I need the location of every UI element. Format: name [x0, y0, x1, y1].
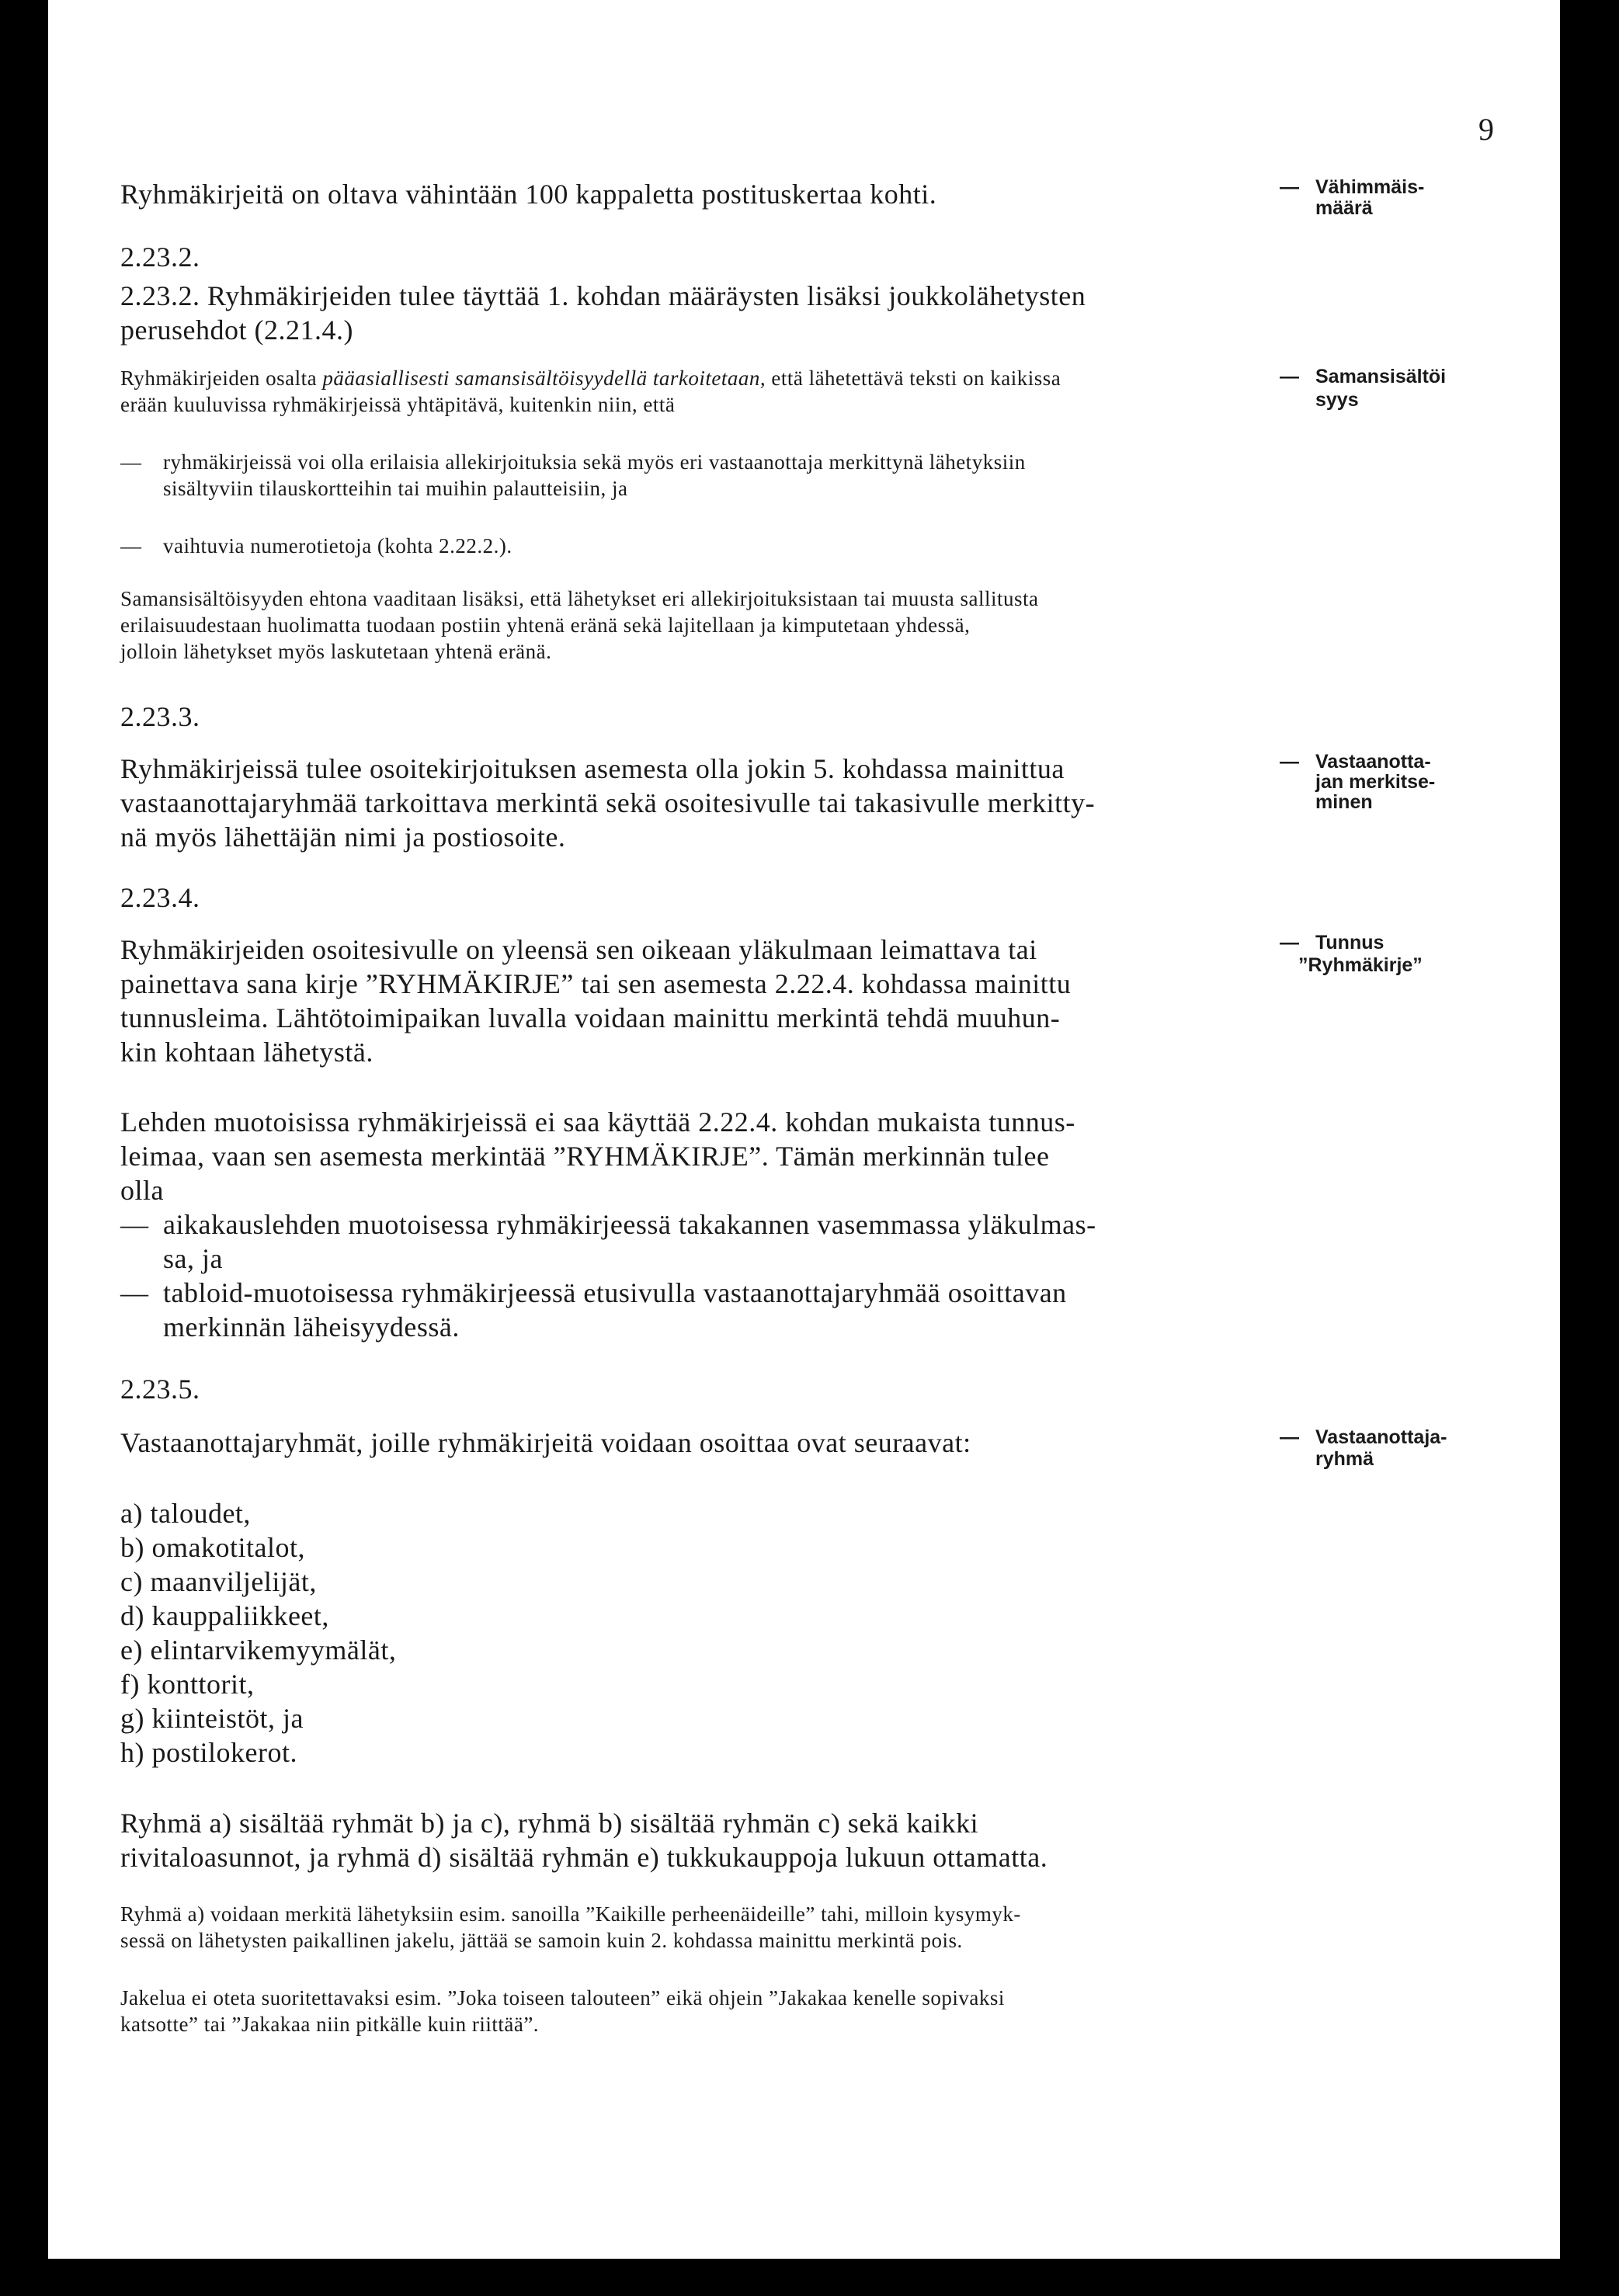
paragraph-line: rivitaloasunnot, ja ryhmä d) sisältää ryhmän e) tukkukauppoja lukuun ottamatta.: [120, 1842, 1048, 1873]
paragraph-line: sessä on lähetysten paikallinen jakelu, jättää se samoin kuin 2. kohdassa mainittu merkintä pois.: [120, 1929, 963, 1952]
paragraph-line: [120, 363, 1061, 393]
section-number: 2.23.4.: [120, 882, 200, 913]
dash-item-text: aikakauslehden muotoisessa ryhmäkirjeessä takakannen vasemmassa yläkulmas-: [163, 1209, 1096, 1240]
dash-item-text: sisältyviin tilauskortteihin tai muihin palautteisiin, ja: [163, 477, 628, 500]
dash-bullet: —: [120, 1277, 149, 1308]
group-list-item: a) taloudet,: [120, 1498, 251, 1529]
paragraph-line: perusehdot (2.21.4.): [120, 314, 353, 346]
dash-item-text: sa, ja: [163, 1243, 223, 1274]
paragraph-line: 2.23.2. Ryhmäkirjeiden tulee täyttää 1. kohdan määräysten lisäksi joukkolähetysten: [120, 280, 1086, 311]
margin-note-line: ”Ryhmäkirje”: [1298, 954, 1423, 976]
paragraph-line: olla: [120, 1175, 164, 1206]
paragraph-line: Ryhmäkirjeiden osoitesivulle on yleensä sen oikeaan yläkulmaan leimattava tai: [120, 934, 1037, 965]
paragraph-line: Jakelua ei oteta suoritettavaksi esim. ”Joka toiseen talouteen” eikä ohjein ”Jakakaa kenelle sopivaksi: [120, 1986, 1005, 2009]
margin-note-line: Vastaanotta-: [1315, 751, 1431, 773]
paragraph-line: vastaanottajaryhmää tarkoittava merkintä sekä osoitesivulle tai takasivulle merkitty-: [120, 787, 1096, 818]
dash-item-text: merkinnän läheisyydessä.: [163, 1311, 460, 1343]
text-span: Ryhmäkirjeiden osalta: [120, 366, 323, 390]
margin-note-line: Vastaanottaja-: [1315, 1426, 1447, 1448]
paragraph-line: kin kohtaan lähetystä.: [120, 1037, 373, 1068]
italic-definition: pääasiallisesti samansisältöisyydellä tarkoitetaan,: [322, 366, 766, 390]
margin-note-line: Tunnus: [1315, 932, 1384, 953]
paragraph-line: painettava sana kirje ”RYHMÄKIRJE” tai sen asemesta 2.22.4. kohdassa mainittu: [120, 968, 1072, 999]
paragraph-line: tunnusleima. Lähtötoimipaikan luvalla voidaan mainittu merkintä tehdä muuhun-: [120, 1002, 1061, 1033]
group-list-item: e) elintarvikemyymälät,: [120, 1634, 397, 1666]
section-number: 2.23.2.: [120, 241, 200, 273]
dash-bullet: —: [120, 534, 142, 558]
dash-item-text: vaihtuvia numerotietoja (kohta 2.22.2.).: [163, 534, 512, 558]
dash-item-text: ryhmäkirjeissä voi olla erilaisia allekirjoituksia sekä myös eri vastaanottaja merkittynä lähetyksiin: [163, 450, 1026, 474]
paragraph-line: erilaisuudestaan huolimatta tuodaan postiin yhtenä eränä sekä lajitellaan ja kimputetaan yhdessä,: [120, 613, 971, 637]
paragraph-line: Ryhmäkirjeissä tulee osoitekirjoituksen asemesta olla jokin 5. kohdassa mainittua: [120, 753, 1065, 784]
minimum-quantity-text: Ryhmäkirjeitä on oltava vähintään 100 kappaletta postituskertaa kohti.: [120, 179, 937, 210]
text-span: että lähetettävä teksti on kaikissa: [766, 366, 1061, 390]
margin-dash: —: [1280, 932, 1299, 953]
scan-border-left: [0, 0, 48, 2296]
margin-note-line: jan merkitse-: [1315, 771, 1436, 793]
margin-dash: —: [1280, 751, 1299, 773]
margin-note-line: määrä: [1315, 197, 1373, 219]
scan-border-right: [1560, 0, 1619, 2296]
margin-dash: —: [1280, 366, 1299, 387]
page-number: 9: [1478, 112, 1494, 147]
paragraph-line: Samansisältöisyyden ehtona vaaditaan lisäksi, että lähetykset eri allekirjoituksistaan tai muusta sallitusta: [120, 587, 1039, 610]
margin-note-line: ryhmä: [1315, 1448, 1374, 1470]
margin-note-line: Samansisältöi: [1315, 366, 1447, 387]
group-list-item: g) kiinteistöt, ja: [120, 1703, 304, 1734]
dash-bullet: —: [120, 450, 142, 474]
paragraph-line: Lehden muotoisissa ryhmäkirjeissä ei saa käyttää 2.22.4. kohdan mukaista tunnus-: [120, 1106, 1075, 1138]
scan-border-bottom: [0, 2259, 1619, 2296]
group-list-item: f) konttorit,: [120, 1669, 255, 1700]
paragraph-line: Ryhmä a) sisältää ryhmät b) ja c), ryhmä b) sisältää ryhmän c) sekä kaikki: [120, 1808, 979, 1839]
margin-note-line: minen: [1315, 791, 1373, 813]
group-list-item: h) postilokerot.: [120, 1737, 297, 1768]
section-number: 2.23.5.: [120, 1374, 200, 1405]
paragraph-line: Ryhmä a) voidaan merkitä lähetyksiin esim. sanoilla ”Kaikille perheenäideille” tahi, milloin kysymyk-: [120, 1902, 1021, 1926]
group-list-item: c) maanviljelijät,: [120, 1566, 317, 1597]
group-list-item: d) kauppaliikkeet,: [120, 1600, 329, 1631]
paragraph-line: jolloin lähetykset myös laskutetaan yhtenä eränä.: [120, 640, 552, 663]
paragraph-line: leimaa, vaan sen asemesta merkintää ”RYHMÄKIRJE”. Tämän merkinnän tulee: [120, 1141, 1050, 1172]
margin-note-line: syys: [1315, 389, 1359, 411]
paragraph-line: Vastaanottajaryhmät, joille ryhmäkirjeitä voidaan osoittaa ovat seuraavat:: [120, 1427, 971, 1458]
paragraph-line: erään kuuluvissa ryhmäkirjeissä yhtäpitävä, kuitenkin niin, että: [120, 393, 676, 416]
margin-dash: —: [1280, 176, 1299, 198]
group-list-item: b) omakotitalot,: [120, 1532, 305, 1563]
paragraph-line: nä myös lähettäjän nimi ja postiosoite.: [120, 821, 566, 853]
dash-item-text: tabloid-muotoisessa ryhmäkirjeessä etusivulla vastaanottajaryhmää osoittavan: [163, 1277, 1067, 1308]
dash-bullet: —: [120, 1209, 149, 1240]
margin-dash: —: [1280, 1426, 1299, 1448]
paragraph-line: katsotte” tai ”Jakakaa niin pitkälle kuin riittää”.: [120, 2013, 540, 2036]
margin-note-line: Vähimmäis-: [1315, 176, 1425, 198]
section-number: 2.23.3.: [120, 701, 200, 732]
